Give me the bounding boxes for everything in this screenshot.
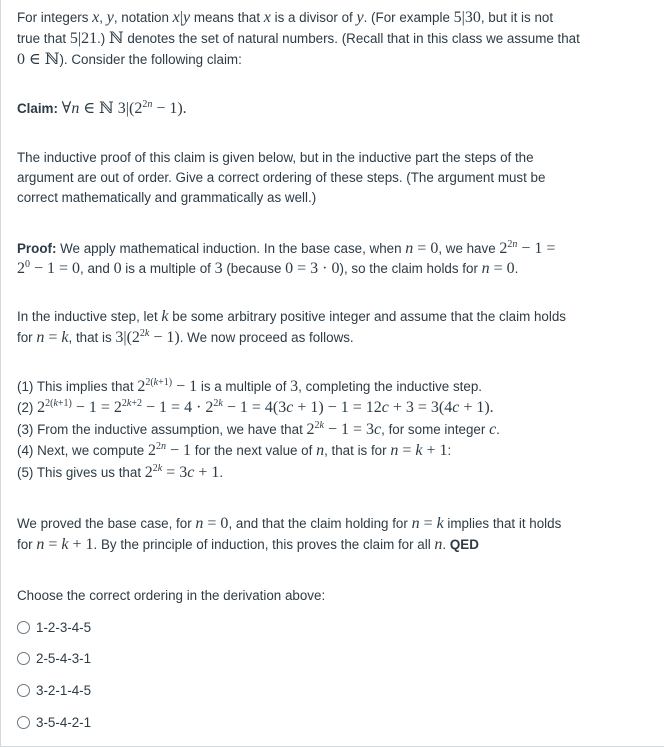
step-5: (5) This gives us that $2^{2k} = 3c + 1$. <box>17 463 224 481</box>
option-label[interactable]: 2-5-4-3-1 <box>36 650 92 666</box>
inductive-line-1: In the inductive step, let k be some arbitrary positive integer and assume that the claim holds <box>17 308 566 325</box>
claim-label: Claim: <box>17 101 58 116</box>
radio-button[interactable] <box>17 652 30 665</box>
intro-text-line-1: For integers x, y, notation x|y means that x is a divisor of y. (For example 5|30, but it is not <box>17 9 554 26</box>
option-3[interactable] <box>17 680 91 700</box>
task-text-line-1: The inductive proof of this claim is given below, but in the inductive part the steps of the <box>17 150 534 165</box>
task-text-line-2: argument are out of order. Give a correct ordering of these steps. (The argument must be <box>17 170 546 185</box>
proof-line-1 <box>17 239 657 259</box>
option-1[interactable] <box>17 617 91 637</box>
step-2: (2) $2^{2(k+1)} - 1 = 2^{2k+2} - 1 = 4 \cdot 2^{2k} - 1 = 4(3c + 1) - 1 = 12c + 3 = 3(4c + 1)$. <box>17 398 494 416</box>
option-label[interactable]: 3-5-4-2-1 <box>36 714 92 730</box>
radio-button[interactable] <box>17 716 30 729</box>
conclusion-text: for n = k + 1. By the principle of induction, this proves the claim for all n. <box>17 536 447 553</box>
claim-statement: ∀n ∈ ℕ $3|(2^{2n} - 1)$. <box>61 99 187 117</box>
step-3: (3) From the inductive assumption, we have that $2^{2k} - 1 = 3c$, for some integer c. <box>17 420 500 438</box>
choice-prompt: Choose the correct ordering in the derivation above: <box>17 588 326 603</box>
radio-button[interactable] <box>17 621 30 634</box>
inductive-line-2: for n = k, that is $3|(2^{2k} - 1)$. We now proceed as follows. <box>17 328 354 346</box>
claim <box>17 99 657 119</box>
proof-line-2: $2^0 - 1 = 0$, and 0 is a multiple of 3 (because 0 = 3 · 0), so the claim holds for n = 0. <box>17 259 519 277</box>
step-1: (1) This implies that $2^{2(k+1)} - 1$ is a multiple of 3, completing the inductive step. <box>17 377 483 395</box>
option-4[interactable] <box>17 712 91 732</box>
radio-button[interactable] <box>17 684 30 697</box>
step-4: (4) Next, we compute $2^{2n} - 1$ for the next value of n, that is for n = k + 1: <box>17 441 452 459</box>
option-label[interactable]: 1-2-3-4-5 <box>36 619 92 635</box>
option-label[interactable]: 3-2-1-4-5 <box>36 682 92 698</box>
conclusion-line-2 <box>17 535 657 555</box>
qed-label: QED <box>449 537 479 552</box>
intro-text-line-2: true that 5|21.) ℕ denotes the set of natural numbers. (Recall that in this class we assume that <box>17 30 580 47</box>
conclusion-line-1: We proved the base case, for n = 0, and that the claim holding for n = k implies that it holds <box>17 515 562 532</box>
proof-label: Proof: <box>17 241 57 256</box>
task-text-line-3: correct mathematically and grammatically as well.) <box>17 190 317 205</box>
intro-text-line-3: 0 ∈ ℕ). Consider the following claim: <box>17 51 242 68</box>
proof-text-1: We apply mathematical induction. In the base case, when n = 0, we have $2^{2n} - 1$ = <box>60 239 556 257</box>
option-2[interactable] <box>17 648 91 668</box>
